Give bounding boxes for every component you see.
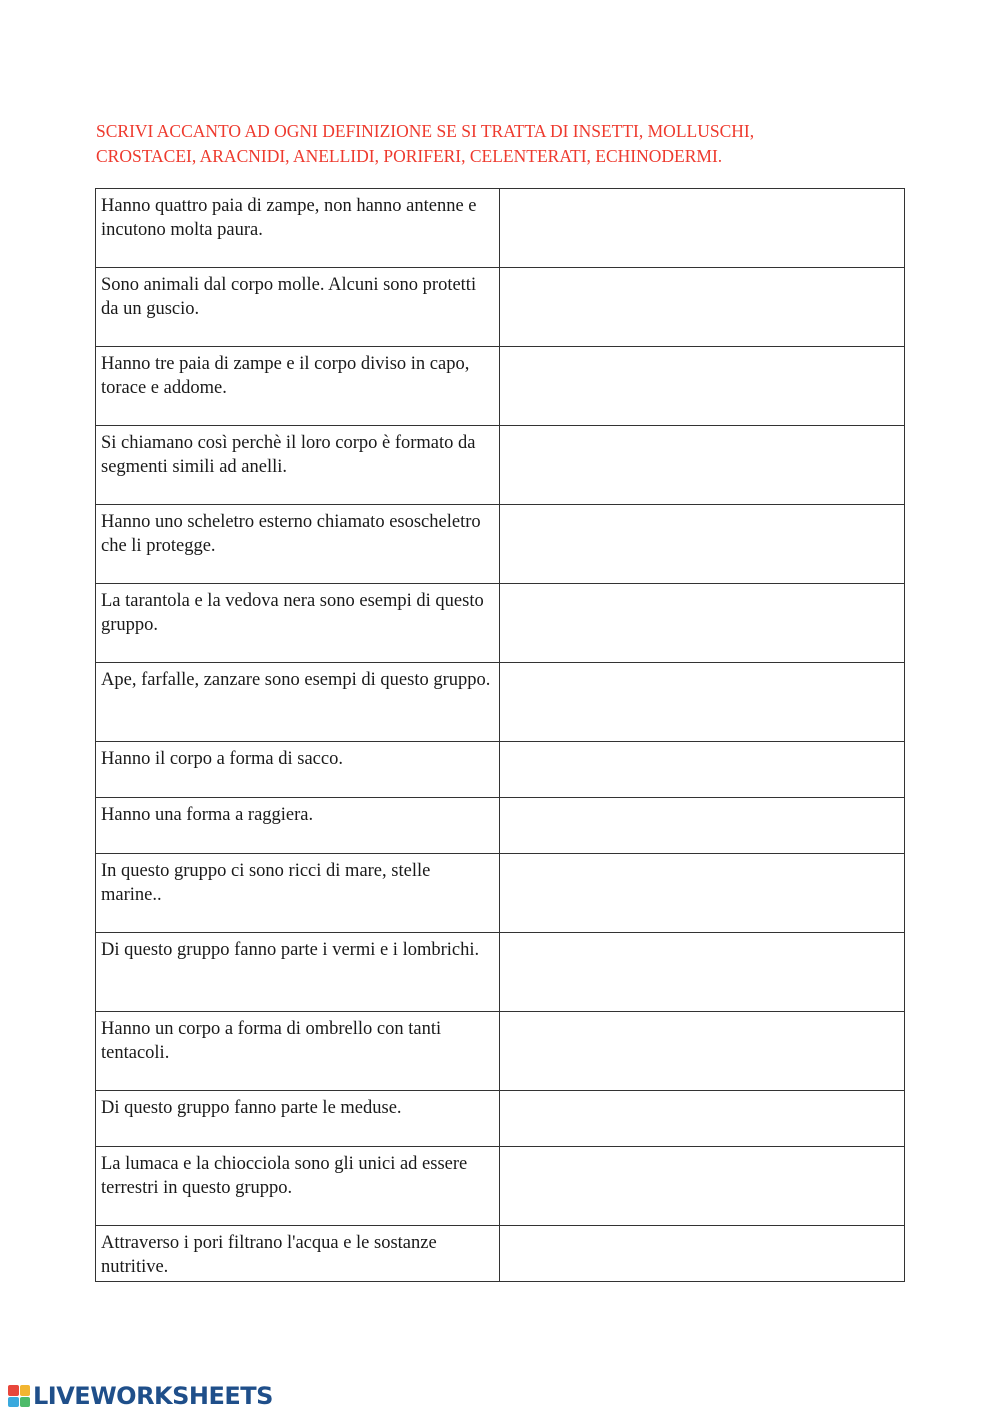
definitions-table: [95, 188, 905, 1282]
instruction-line-2: CROSTACEI, ARACNIDI, ANELLIDI, PORIFERI, CELENTERATI, ECHINODERMI.: [96, 146, 723, 166]
table-row: [96, 189, 905, 268]
definition-cell: Ape, farfalle, zanzare sono esempi di questo gruppo.: [96, 663, 500, 742]
answer-cell[interactable]: [500, 1147, 905, 1226]
table-row: [96, 584, 905, 663]
answer-cell[interactable]: [500, 1226, 905, 1282]
answer-cell[interactable]: [500, 426, 905, 505]
definition-cell: Hanno tre paia di zampe e il corpo diviso in capo, torace e addome.: [96, 347, 500, 426]
logo-square-green: [20, 1397, 31, 1408]
answer-box[interactable]: [505, 273, 898, 346]
table-row: [96, 1226, 905, 1282]
answer-box[interactable]: [505, 1096, 898, 1146]
logo-square-red: [8, 1385, 19, 1396]
answer-box[interactable]: [505, 589, 898, 662]
answer-cell[interactable]: [500, 189, 905, 268]
answer-cell[interactable]: [500, 933, 905, 1012]
definition-cell: Attraverso i pori filtrano l'acqua e le sostanze nutritive.: [96, 1226, 500, 1282]
definition-cell: La tarantola e la vedova nera sono esempi di questo gruppo.: [96, 584, 500, 663]
answer-cell[interactable]: [500, 1091, 905, 1147]
answer-box[interactable]: [505, 938, 898, 1011]
answer-box[interactable]: [505, 803, 898, 853]
liveworksheets-logo[interactable]: [8, 1381, 273, 1411]
answer-cell[interactable]: [500, 1012, 905, 1091]
liveworksheets-logo-icon: [8, 1385, 30, 1407]
answer-box[interactable]: [505, 1231, 898, 1281]
answer-box[interactable]: [505, 194, 898, 267]
definition-cell: Hanno un corpo a forma di ombrello con tanti tentacoli.: [96, 1012, 500, 1091]
instruction-text: [96, 119, 916, 169]
definition-cell: Di questo gruppo fanno parte le meduse.: [96, 1091, 500, 1147]
table-row: [96, 798, 905, 854]
logo-text: LIVEWORKSHEETS: [33, 1382, 273, 1410]
table-row: [96, 347, 905, 426]
definition-cell: Sono animali dal corpo molle. Alcuni sono protetti da un guscio.: [96, 268, 500, 347]
instruction-line-1: SCRIVI ACCANTO AD OGNI DEFINIZIONE SE SI TRATTA DI INSETTI, MOLLUSCHI,: [96, 121, 755, 141]
definition-cell: Hanno una forma a raggiera.: [96, 798, 500, 854]
logo-square-yellow: [20, 1385, 31, 1396]
table-row: [96, 505, 905, 584]
table-row: [96, 426, 905, 505]
definition-cell: In questo gruppo ci sono ricci di mare, stelle marine..: [96, 854, 500, 933]
answer-box[interactable]: [505, 747, 898, 797]
answer-box[interactable]: [505, 859, 898, 932]
answer-cell[interactable]: [500, 505, 905, 584]
answer-cell[interactable]: [500, 742, 905, 798]
definition-cell: Hanno uno scheletro esterno chiamato esoscheletro che li protegge.: [96, 505, 500, 584]
answer-box[interactable]: [505, 668, 898, 741]
answer-cell[interactable]: [500, 347, 905, 426]
table-row: [96, 663, 905, 742]
table-row: [96, 268, 905, 347]
answer-box[interactable]: [505, 510, 898, 583]
answer-box[interactable]: [505, 352, 898, 425]
definition-cell: Si chiamano così perchè il loro corpo è formato da segmenti simili ad anelli.: [96, 426, 500, 505]
answer-box[interactable]: [505, 431, 898, 504]
definition-cell: Di questo gruppo fanno parte i vermi e i lombrichi.: [96, 933, 500, 1012]
table-row: [96, 1147, 905, 1226]
answer-box[interactable]: [505, 1152, 898, 1225]
logo-square-blue: [8, 1397, 19, 1408]
answer-cell[interactable]: [500, 268, 905, 347]
table-row: [96, 1012, 905, 1091]
answer-box[interactable]: [505, 1017, 898, 1090]
answer-cell[interactable]: [500, 798, 905, 854]
table-row: [96, 854, 905, 933]
definition-cell: Hanno quattro paia di zampe, non hanno antenne e incutono molta paura.: [96, 189, 500, 268]
table-row: [96, 742, 905, 798]
answer-cell[interactable]: [500, 584, 905, 663]
definition-cell: Hanno il corpo a forma di sacco.: [96, 742, 500, 798]
definition-cell: La lumaca e la chiocciola sono gli unici ad essere terrestri in questo gruppo.: [96, 1147, 500, 1226]
answer-cell[interactable]: [500, 663, 905, 742]
table-row: [96, 933, 905, 1012]
table-row: [96, 1091, 905, 1147]
answer-cell[interactable]: [500, 854, 905, 933]
